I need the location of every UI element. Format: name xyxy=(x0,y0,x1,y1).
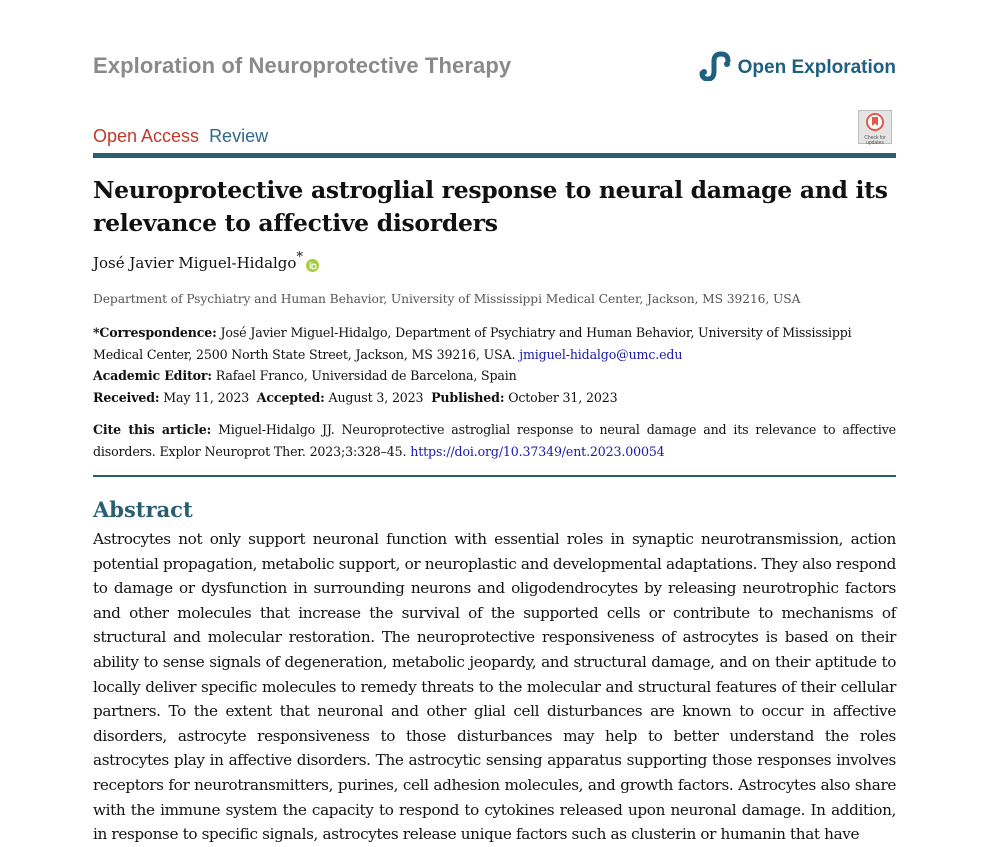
accepted-date: August 3, 2023 xyxy=(328,389,424,405)
academic-editor-line xyxy=(93,365,896,387)
article-metadata xyxy=(93,322,896,408)
orcid-icon[interactable] xyxy=(306,259,319,272)
publisher-logo[interactable] xyxy=(698,52,896,84)
academic-editor-label: Academic Editor: xyxy=(93,368,212,383)
article-type-line xyxy=(93,126,268,147)
author-affiliation: Department of Psychiatry and Human Behavior, University of Mississippi Medical Center, Jackson, MS 39216, USA xyxy=(93,292,801,306)
article-type-label: Review xyxy=(209,126,269,146)
correspondence-block xyxy=(93,322,896,365)
doi-link[interactable]: https://doi.org/10.37349/ent.2023.00054 xyxy=(410,443,665,459)
open-exploration-logo-icon xyxy=(698,51,732,85)
academic-editor-text: Rafael Franco, Universidad de Barcelona, Spain xyxy=(215,368,517,383)
published-date: October 31, 2023 xyxy=(508,389,618,405)
published-label: Published: xyxy=(431,389,505,405)
corresponding-author-mark: * xyxy=(296,250,303,265)
section-divider xyxy=(93,475,896,477)
correspondence-text: José Javier Miguel-Hidalgo, Department of Psychiatry and Human Behavior, University of Mississippi Medical Center, 2500 North State Street, Jackson, MS 39216, USA. xyxy=(93,325,852,362)
open-access-label: Open Access xyxy=(93,126,200,146)
check-updates-icon xyxy=(866,113,884,135)
dates-line xyxy=(93,387,896,409)
citation-block xyxy=(93,419,896,462)
received-date: May 11, 2023 xyxy=(163,389,250,405)
abstract-heading: Abstract xyxy=(93,497,193,522)
author-line xyxy=(93,250,319,272)
correspondence-email-link[interactable]: jmiguel-hidalgo@umc.edu xyxy=(519,346,683,362)
article-title: Neuroprotective astroglial response to neural damage and its relevance to affective disorders xyxy=(93,176,888,237)
received-label: Received: xyxy=(93,389,160,405)
publisher-name: Open Exploration xyxy=(737,57,896,78)
correspondence-label: *Correspondence: xyxy=(93,325,217,340)
cite-label: Cite this article: xyxy=(93,422,212,437)
accepted-label: Accepted: xyxy=(256,389,325,405)
header-divider xyxy=(93,153,896,158)
journal-title: Exploration of Neuroprotective Therapy xyxy=(93,53,512,78)
author-name[interactable]: José Javier Miguel-Hidalgo xyxy=(93,254,297,272)
abstract-body: Astrocytes not only support neuronal function with essential roles in synaptic neurotransmission, action potential propagation, metabolic support, or neuroplastic and developmental adaptations. They also respond to damage or dysfunction in surrounding neurons and oligodendrocytes by releasing neurotrophic factors and other molecules that increase the survival of the supported cells or contribute to mechanisms of structural and molecular restoration. The neuroprotective responsiveness of astrocytes is based on their ability to sense signals of degeneration, metabolic jeopardy, and structural damage, and on their aptitude to locally deliver specific molecules to remedy threats to the molecular and structural features of their cellular partners. To the extent that neuronal and other glial cell disturbances are known to occur in affective disorders, astrocyte responsiveness to those disturbances may help to better understand the roles astrocytes play in affective disorders. The astrocytic sensing apparatus supporting those responses involves receptors for neurotransmitters, purines, cell adhesion molecules, and growth factors. Astrocytes also share with the immune system the capacity to respond to cytokines released upon neuronal damage. In addition, in response to specific signals, astrocytes release unique factors such as clusterin or humanin that have xyxy=(93,530,896,844)
check-updates-label: Check for updates xyxy=(864,135,886,146)
check-for-updates-button[interactable] xyxy=(858,110,892,144)
cite-text: Miguel-Hidalgo JJ. Neuroprotective astroglial response to neural damage and its relevance to affective disorders. Explor Neuroprot Ther. 2023;3:328–45. xyxy=(93,422,896,459)
